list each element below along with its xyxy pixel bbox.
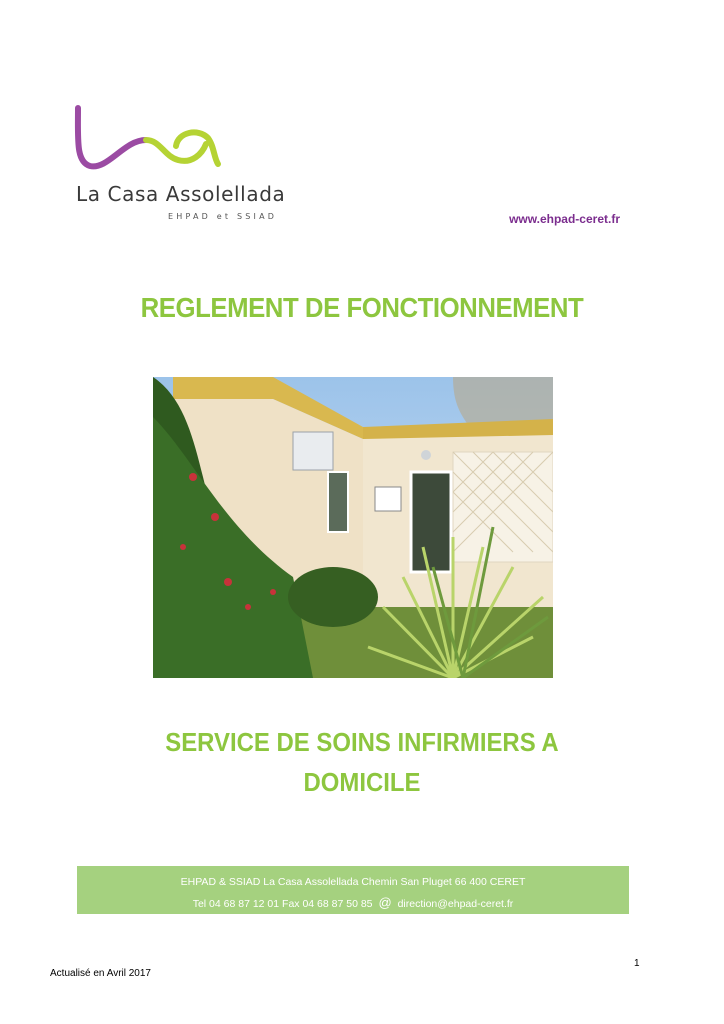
updated-date: Actualisé en Avril 2017 bbox=[50, 968, 151, 979]
contact-address: EHPAD & SSIAD La Casa Assolellada Chemin San Pluget 66 400 CERET bbox=[180, 876, 526, 888]
logo-subtitle: EHPAD et SSIAD bbox=[168, 212, 278, 221]
contact-phone-email bbox=[77, 895, 629, 910]
website-link[interactable]: www.ehpad-ceret.fr bbox=[509, 212, 620, 226]
contact-band bbox=[77, 866, 629, 914]
building-garden-photo bbox=[153, 377, 553, 678]
page-number: 1 bbox=[634, 958, 640, 969]
document-subtitle bbox=[29, 722, 695, 802]
subtitle-line-1: SERVICE DE SOINS INFIRMIERS A bbox=[165, 727, 559, 757]
logo-name: La Casa Assolellada bbox=[76, 182, 286, 206]
document-title: REGLEMENT DE FONCTIONNEMENT bbox=[140, 292, 584, 323]
logo bbox=[68, 100, 318, 230]
at-icon: @ bbox=[378, 895, 392, 910]
contact-phone-fax: Tel 04 68 87 12 01 Fax 04 68 87 50 85 bbox=[192, 898, 373, 910]
lca-logo-mark bbox=[68, 100, 228, 180]
contact-email[interactable]: direction@ehpad-ceret.fr bbox=[397, 898, 514, 910]
subtitle-line-2: DOMICILE bbox=[303, 767, 421, 797]
